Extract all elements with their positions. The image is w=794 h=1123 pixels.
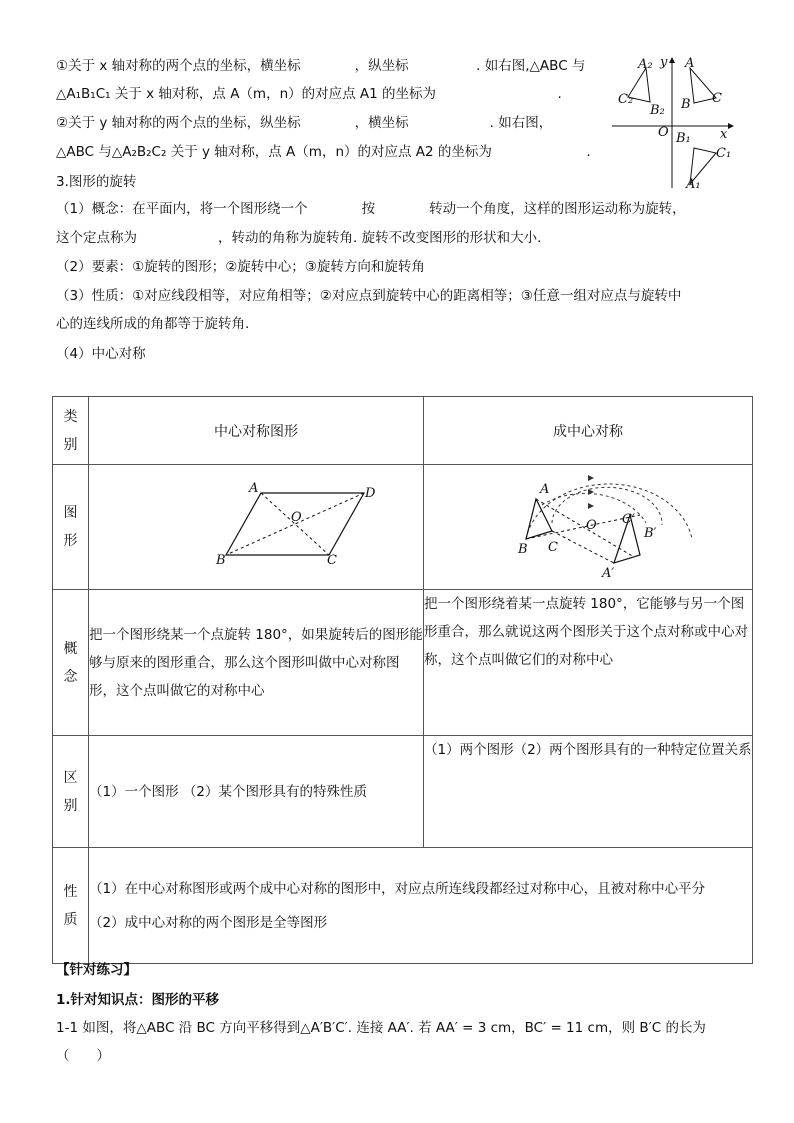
- concept-centrally-symmetric: 把一个图形绕着某一点旋转 180°，它能够与另一个图形重合，那么就说这两个图形关于这个点对称或中心对称，这个点叫做它们的对称中心: [424, 590, 753, 736]
- table-row-figure: [53, 465, 753, 590]
- label-origin: O: [658, 125, 669, 140]
- category-label: 类别: [53, 397, 89, 465]
- figure-label: 图形: [53, 465, 89, 590]
- label-c1: C₁: [716, 146, 732, 161]
- parallelogram-figure: [89, 465, 424, 585]
- header-symmetric-figure: 中心对称图形: [89, 397, 424, 465]
- header-centrally-symmetric: 成中心对称: [424, 397, 753, 465]
- rotation-pair-cell: [424, 465, 753, 590]
- parallelogram-cell: [89, 465, 424, 590]
- central-symmetry-title: （4）中心对称: [56, 346, 146, 362]
- point-b-prime: B′: [644, 526, 657, 541]
- practice-heading: 【针对练习】: [56, 962, 137, 978]
- point-a-prime: A′: [602, 566, 615, 581]
- label-b1: B₁: [676, 131, 691, 146]
- rotation-concept-line2: 这个定点称为 ，转动的角称为旋转角. 旋转不改变图形的形状和大小.: [56, 230, 542, 246]
- section-rotation-title: 3.图形的旋转: [56, 174, 137, 190]
- rotation-properties-line2: 心的连线所成的角都等于旋转角.: [56, 316, 250, 332]
- label-a: A: [685, 56, 695, 71]
- rotation-pair-figure: [424, 465, 753, 585]
- central-symmetry-table: [52, 396, 753, 964]
- table-row-concept: [53, 590, 753, 736]
- label-a1: A₁: [686, 177, 701, 190]
- point-c: C: [548, 540, 558, 555]
- rotation-elements: （2）要素：①旋转的图形；②旋转中心；③旋转方向和旋转角: [56, 259, 425, 275]
- difference-symmetric-figure: （1）一个图形 （2）某个图形具有的特殊性质: [89, 736, 424, 848]
- label-b: B: [681, 97, 691, 112]
- difference-label: 区别: [53, 736, 89, 848]
- table-row-property: [53, 848, 753, 964]
- label-b2: B₂: [650, 103, 665, 118]
- point-o: O: [586, 518, 597, 533]
- label-c2: C₂: [618, 92, 634, 107]
- label-a2: A₂: [638, 57, 653, 72]
- point-b: B: [518, 542, 528, 557]
- label-x-axis: x: [720, 127, 728, 142]
- concept-label: 概念: [53, 590, 89, 736]
- sym-x-line1: ①关于 x 轴对称的两个点的坐标，横坐标 ，纵坐标 . 如右图,△ABC 与: [56, 58, 586, 74]
- point-d: D: [365, 486, 376, 501]
- label-y-axis: y: [660, 55, 668, 70]
- sym-x-line2: △A₁B₁C₁ 关于 x 轴对称，点 A（m，n）的对应点 A1 的坐标为 .: [56, 86, 562, 102]
- point-a: A: [540, 482, 550, 497]
- rotation-concept-line1: （1）概念：在平面内，将一个图形绕一个 按 转动一个角度，这样的图形运动称为旋转，: [56, 201, 686, 217]
- point-b: B: [216, 553, 226, 568]
- property-content: [89, 848, 753, 964]
- property-label: 性质: [53, 848, 89, 964]
- axis-symmetry-figure: [608, 54, 736, 190]
- concept-symmetric-figure: 把一个图形绕某一个点旋转 180°，如果旋转后的图形能够与原来的图形重合，那么这个图形叫做中心对称图形，这个点叫做它的对称中心: [89, 590, 424, 736]
- difference-centrally-symmetric: （1）两个图形（2）两个图形具有的一种特定位置关系: [424, 736, 753, 848]
- table-row-header: [53, 397, 753, 465]
- question-1-1: 1-1 如图，将△ABC 沿 BC 方向平移得到△A′B′C′. 连接 AA′. 若 AA′ = 3 cm，BC′ = 11 cm，则 B′C 的长为: [56, 1020, 706, 1036]
- point-c-prime: C′: [622, 512, 635, 527]
- point-a: A: [249, 481, 259, 496]
- label-c: C: [712, 91, 722, 106]
- sym-y-line2: △ABC 与△A₂B₂C₂ 关于 y 轴对称，点 A（m，n）的对应点 A2 的坐标为 .: [56, 144, 591, 160]
- property-1: （1）在中心对称图形或两个成中心对称的图形中，对应点所连线段都经过对称中心，且被对称中心平分: [89, 880, 706, 897]
- property-2: （2）成中心对称的两个图形是全等图形: [89, 914, 328, 931]
- sym-y-line1: ②关于 y 轴对称的两个点的坐标，纵坐标 ，横坐标 . 如右图，: [56, 115, 553, 131]
- answer-blank: （ ）: [56, 1048, 110, 1064]
- table-row-difference: [53, 736, 753, 848]
- knowledge-point-heading: 1.针对知识点：图形的平移: [56, 992, 220, 1008]
- point-o: O: [291, 510, 302, 525]
- point-c: C: [327, 553, 337, 568]
- rotation-properties-line1: （3）性质：①对应线段相等，对应角相等；②对应点到旋转中心的距离相等；③任意一组对应点与旋转中: [56, 288, 682, 304]
